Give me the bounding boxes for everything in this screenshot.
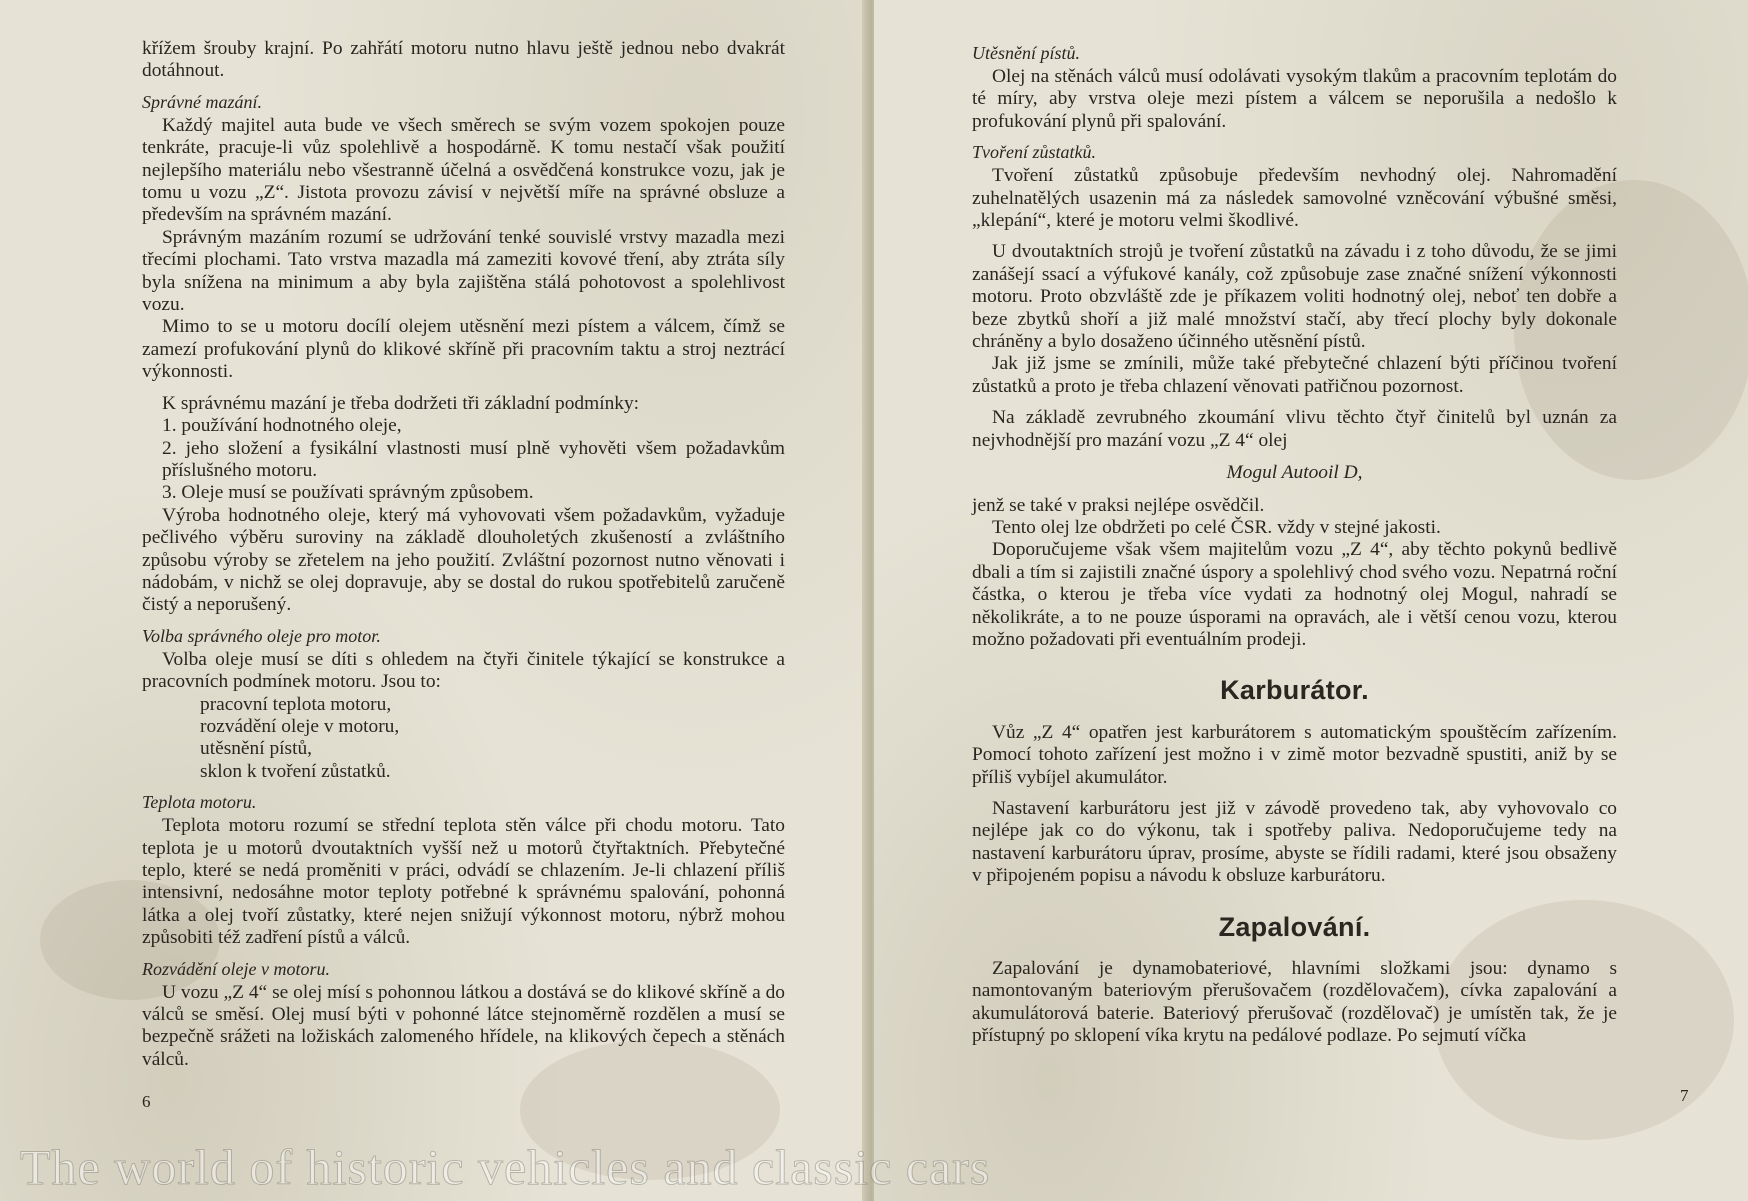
paragraph: Tvoření zůstatků způsobuje především nevhodný olej. Nahromadění zuhelnatělých usazenin má za následek samovolné vzněcování výbušné směsi, „klepání“, které je motoru velmi škodlivé.: [972, 165, 1617, 232]
section-heading: Rozvádění oleje v motoru.: [142, 958, 330, 979]
left-page: [0, 0, 868, 1201]
watermark-tagline: The world of historic vehicles and classic cars: [20, 1139, 991, 1195]
paragraph: Zapalování je dynamobateriové, hlavními složkami jsou: dynamo s namontovaným bateriovým přerušovačem (rozdělovačem), cívka zapalování a akumulátorová baterie. Bateriový přerušovač (rozdělovač) je umístěn tak, že je přístupný po sklopení víka krytu na pedálové podlaze. Po sejmutí víčka: [972, 958, 1617, 1047]
list-item: 1. používání hodnotného oleje,: [162, 415, 402, 437]
section-heading: Utěsnění pístů.: [972, 43, 1080, 63]
paragraph-gap: [972, 398, 1617, 407]
condition-item: pracovní teplota motoru,: [200, 693, 392, 715]
paragraph: Nastavení karburátoru jest již v závodě provedeno tak, aby vyhovovalo co nejlépe jak co do výkonu, tak i spotřeby paliva. Nedoporučujeme tedy na nastavení karburátoru úprav, prosíme, abyste se řídili radami, které jsou obsaženy v připojeném popisu a návodu k obsluze karburátoru.: [972, 797, 1617, 887]
paragraph: jenž se také v praksi nejlépe osvědčil.: [972, 494, 1265, 516]
right-page-text: [972, 34, 1617, 1048]
oil-name: Mogul Autooil D,: [1226, 462, 1363, 484]
paragraph: Jak již jsme se zmínili, může také přebytečné chlazení býti příčinou tvoření zůstatků a proto je třeba chlazení věnovati patřičnou pozornost.: [972, 353, 1617, 397]
chapter-heading: Karburátor.: [1220, 675, 1369, 706]
paragraph: Na základě zevrubného zkoumání vlivu těchto čtyř činitelů byl uznán za nejvhodnější pro mazání vozu „Z 4“ olej: [972, 407, 1617, 451]
paragraph: Teplota motoru rozumí se střední teplota stěn válce při chodu motoru. Tato teplota je u motorů dvoutaktních vyšší než u motorů čtyřtaktních. Přebytečné teplo, které se nedá proměniti v práci, odvádí se chlazením. Je-li chlazení příliš intensivní, nedosáhne motor teploty potřebné k správnému spalování, pohonná látka a olej tvoří zůstatky, které nejen snižují výkonnost motoru, nýbrž mohou způsobiti též zadření pístů a válců.: [142, 815, 785, 949]
paragraph: Doporučujeme však všem majitelům vozu „Z 4“, aby těchto pokynů bedlivě dbali a tím si zajistili značné úspory a spolehlivý chod svého vozu. Nepatrná roční částka, o kterou je třeba více vydati za hodnotný olej Mogul, nahradí se několikráte, a to ne pouze úsporami na opravách, ale i větší cenou vozu, kterou možno požadovati při eventuálním prodeji.: [972, 539, 1617, 650]
condition-item: utěsnění pístů,: [200, 738, 313, 760]
right-page: [874, 0, 1748, 1201]
paragraph: U vozu „Z 4“ se olej mísí s pohonnou látkou a dostává se do klikové skříně a do válců se směsí. Olej musí býti v pohonné látce stejnoměrně rozdělen a musí se bezpečně srážeti na ložiskách zalomeného hřídele, na klikových čepech a stěnách válců.: [142, 981, 785, 1070]
paragraph: Vůz „Z 4“ opatřen jest karburátorem s automatickým spouštěcím zařízením. Pomocí tohoto zařízení jest možno i v zimě motor bezvadně spustiti, aniž by se příliš vybíjel akumulátor.: [972, 721, 1617, 788]
paragraph: U dvoutaktních strojů je tvoření zůstatků na závadu i z toho důvodu, že se jimi zanášejí ssací a výfukové kanály, což způsobuje zase značné snížení výkonnosti motoru. Proto obzvláště zde je příkazem voliti hodnotný olej, neboť ten dobře a beze zbytků shoří a již malé množství stačí, aby třecí plochy byly dokonale chráněny a bylo dosaženo účinného utěsnění pístů.: [972, 241, 1617, 353]
chapter-heading: Zapalování.: [1218, 911, 1371, 942]
section-heading: Správné mazání.: [142, 91, 262, 112]
section-heading: Volba správného oleje pro motor.: [142, 625, 381, 646]
paragraph: Každý majitel auta bude ve všech směrech se svým vozem spokojen pouze tenkráte, pracuje-li vůz spolehlivě a hospodárně. K tomu nestačí však použití nejlepšího materiálu nebo všestranně účelná a osvědčená konstrukce vozu, jak je tomu u vozu „Z“. Jistota provozu závisí v největší míře na správné obsluze a především na správném mazání.: [142, 114, 785, 226]
page-number-left: 6: [142, 1092, 151, 1111]
paragraph: Volba oleje musí se díti s ohledem na čtyři činitele týkající se konstrukce a pracovních podmínek motoru. Jsou to:: [142, 648, 785, 693]
section-heading: Teplota motoru.: [142, 792, 257, 813]
paragraph: Správným mazáním rozumí se udržování tenké souvislé vrstvy mazadla mezi třecími plochami. Tato vrstva mazadla má zameziti kovové tření, aby ztráta síly byla snížena na minimum a aby byla zajištěna stálá pohotovost a spolehlivost vozu.: [142, 226, 785, 316]
list-item: 3. Oleje musí se používati správným způsobem.: [162, 482, 534, 504]
paragraph: křížem šrouby krajní. Po zahřátí motoru nutno hlavu ještě jednou nebo dvakrát dotáhnout.: [142, 38, 785, 82]
paragraph-gap: [142, 384, 785, 393]
paragraph-gap: [972, 789, 1617, 798]
paragraph: Mimo to se u motoru docílí olejem utěsnění mezi pístem a válcem, čímž se zamezí profukování plynů do klikové skříně při pracovním taktu a stroj neztrácí výkonnosti.: [142, 316, 785, 383]
list-item: 2. jeho složení a fysikální vlastnosti musí plně vyhověti všem požadavkům příslušného motoru.: [162, 437, 785, 481]
left-page-text: [142, 38, 785, 1071]
paragraph: Výroba hodnotného oleje, který má vyhovovati všem požadavkům, vyžaduje pečlivého výběru suroviny na základě dlouholetých zkušeností a zvláštního způsobu výroby se zřetelem na jeho použití. Zvláštní pozornost nutno věnovati i nádobám, v nichž se olej dopravuje, aby se dostal do rukou spotřebitelů zaručeně čistý a neporušený.: [142, 504, 785, 616]
paragraph: Olej na stěnách válců musí odolávati vysokým tlakům a pracovním teplotám do té míry, aby vrstva oleje mezi pístem a válcem se neporušila a nedošlo k profukování plynů při spalování.: [972, 66, 1617, 132]
condition-item: rozvádění oleje v motoru,: [200, 715, 400, 737]
condition-item: sklon k tvoření zůstatků.: [200, 760, 391, 782]
section-heading: Tvoření zůstatků.: [972, 142, 1096, 163]
page-number-right: 7: [1680, 1086, 1689, 1105]
paragraph: Tento olej lze obdržeti po celé ČSR. vždy v stejné jakosti.: [992, 516, 1441, 538]
paragraph: K správnému mazání je třeba dodržeti tři základní podmínky:: [162, 392, 640, 414]
paragraph-gap: [972, 232, 1617, 241]
